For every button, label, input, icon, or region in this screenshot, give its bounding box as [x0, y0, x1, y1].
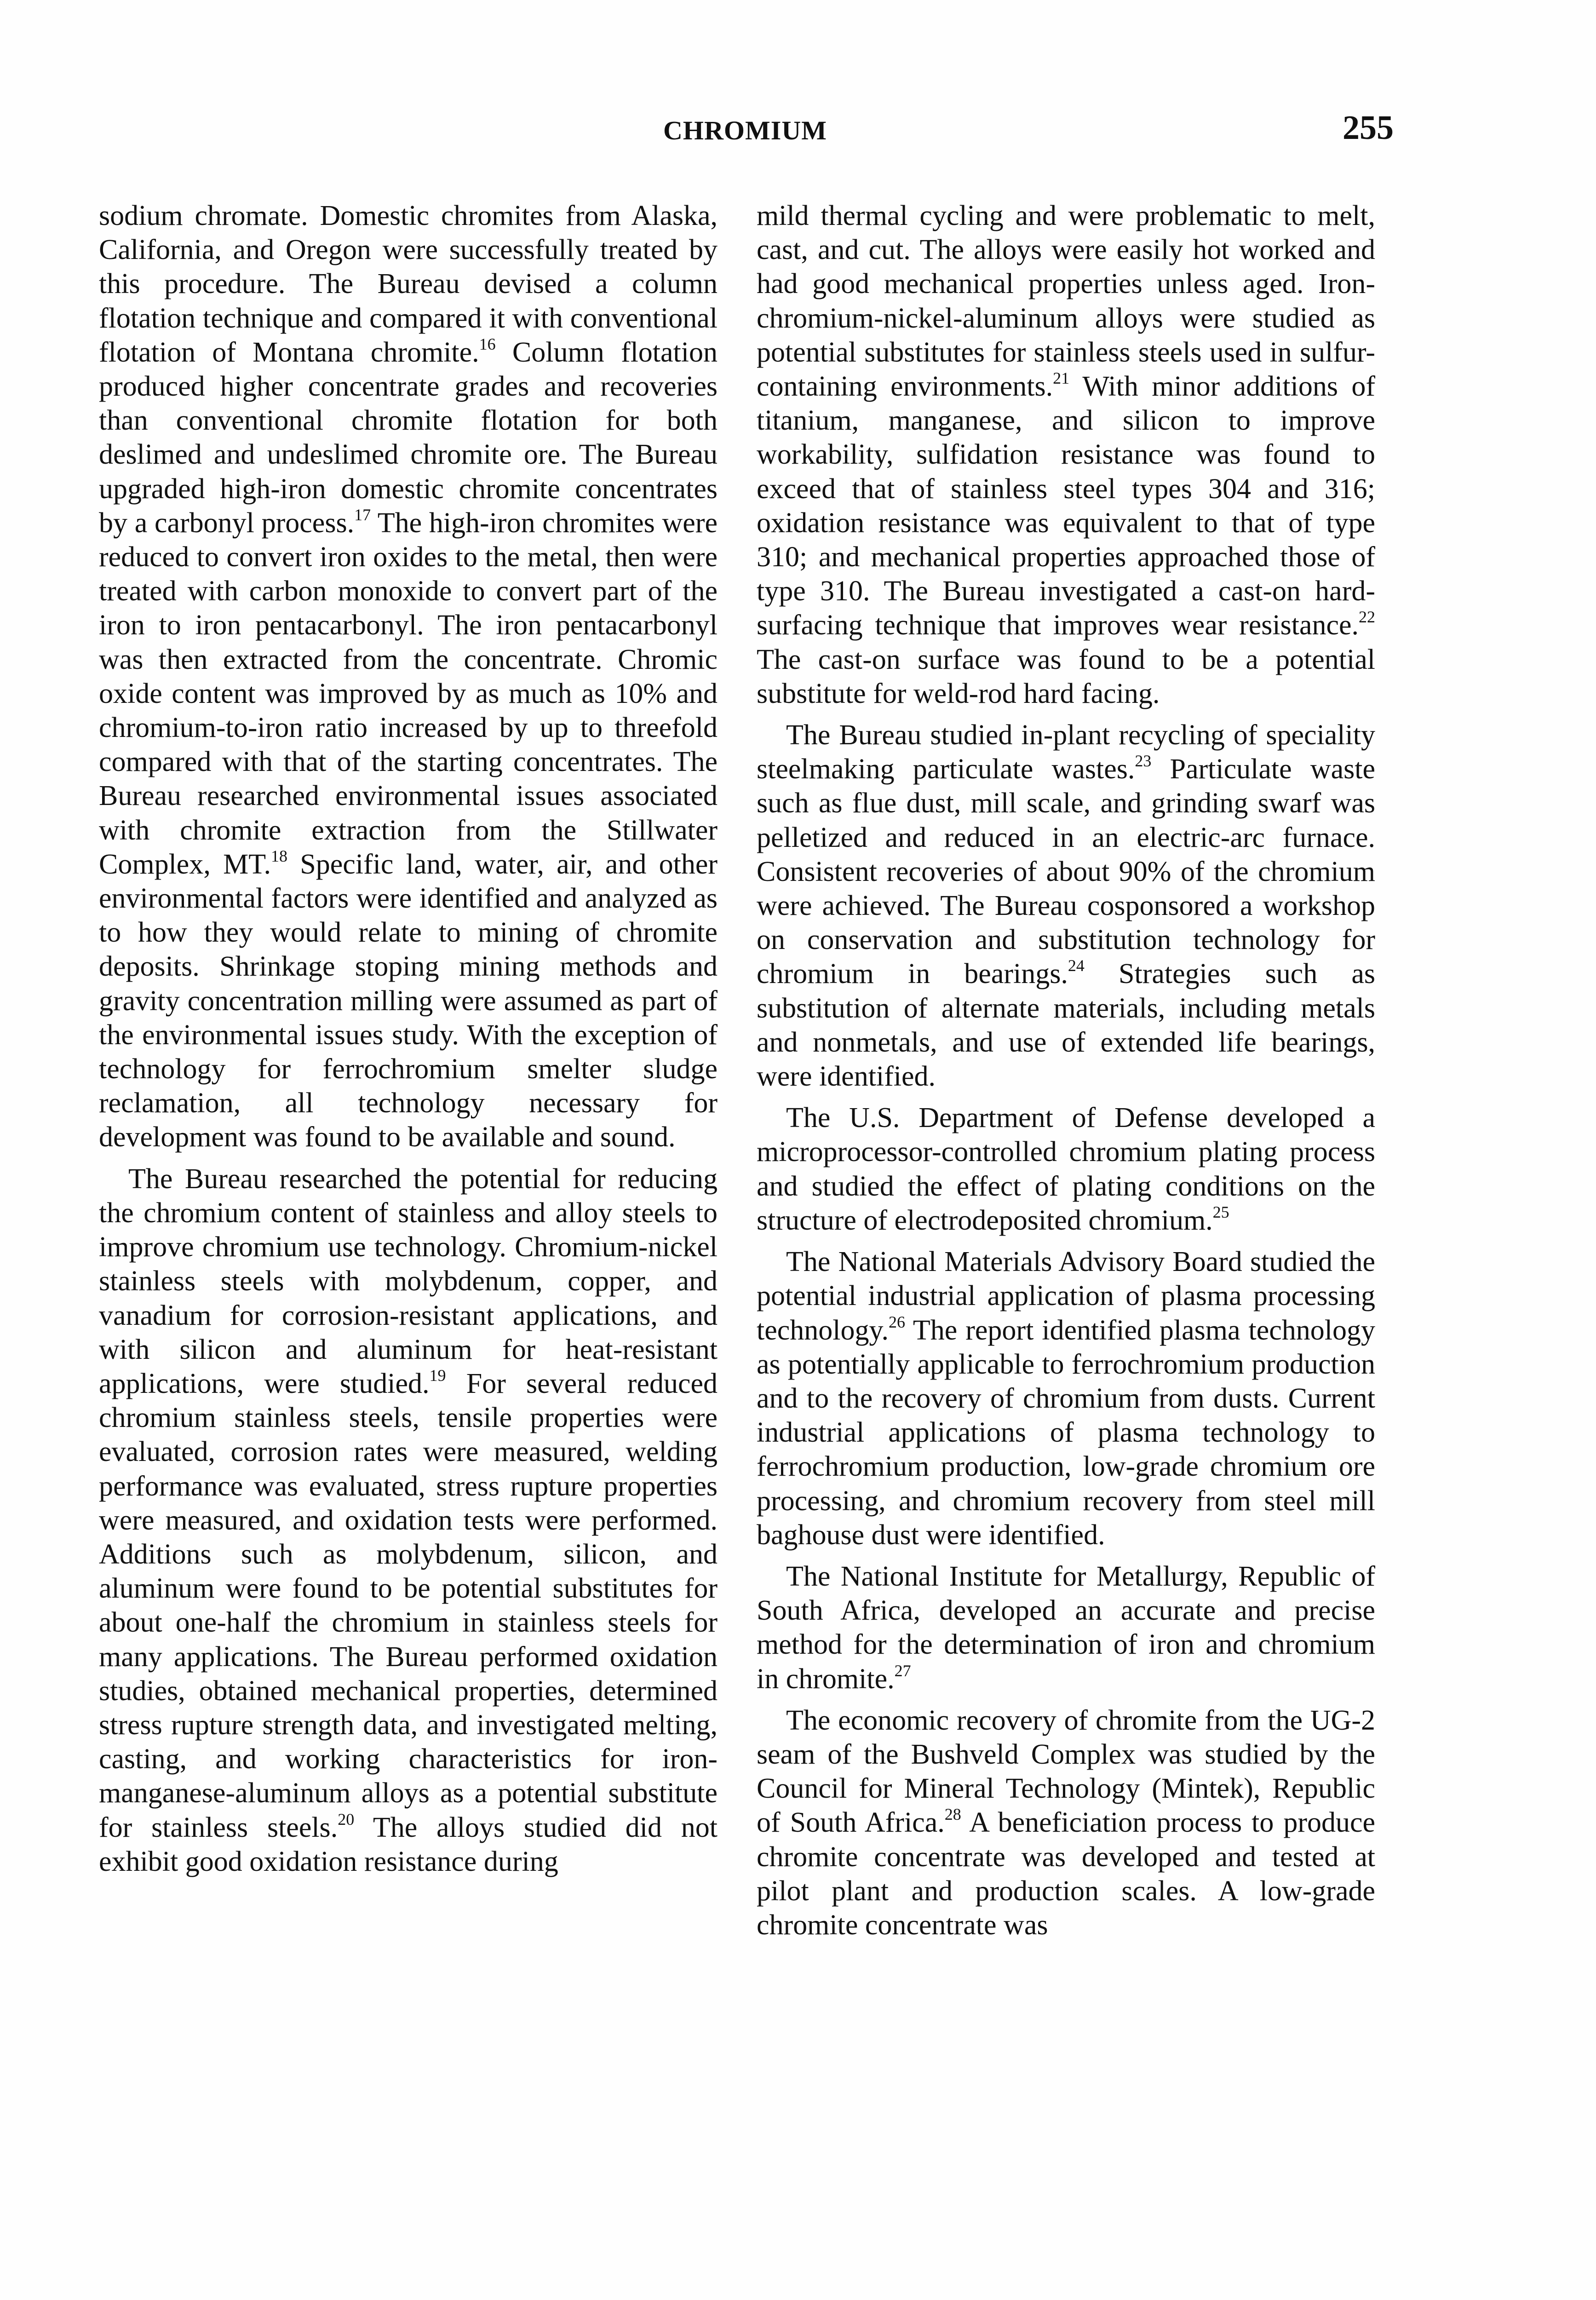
- page-number: 255: [1343, 109, 1394, 147]
- body-paragraph: The National Materials Advisory Board studied the potential industrial application of plasma processing technology.$^{26}$ The report identified plasma technology as potentially applicable to ferrochromium production and to the recovery of chromium from dusts. Current industrial applications of plasma technology to ferrochromium production, low-grade chromium ore processing, and chromium recovery from steel mill baghouse dust were identified.: [757, 1246, 1375, 1551]
- body-paragraph: sodium chromate. Domestic chromites from Alaska, California, and Oregon were successfully treated by this procedure. The Bureau devised a column flotation technique and compared it with conventional flotation of Montana chromite.$^{16}$ Column flotation produced higher concentrate grades and recoveries than conventional chromite flotation for both deslimed and undeslimed chromite ore. The Bureau upgraded high-iron domestic chromite concentrates by a carbonyl process.$^{17}$ The high-iron chromites were reduced to convert iron oxides to the metal, then were treated with carbon monoxide to convert part of the iron to iron pentacarbonyl. The iron pentacarbonyl was then extracted from the concentrate. Chromic oxide content was improved by as much as 10% and chromium-to-iron ratio increased by up to threefold compared with that of the starting concentrates. The Bureau researched environmental issues associated with chromite extraction from the Stillwater Complex, MT.$^{18}$ Specific land, water, air, and other environmental factors were identified and analyzed as to how they would relate to mining of chromite deposits. Shrinkage stoping mining methods and gravity concentration milling were assumed as part of the environmental issues study. With the exception of technology for ferrochromium smelter sludge reclamation, all technology necessary for development was found to be available and sound.: [99, 200, 718, 1153]
- left-text-column: [99, 199, 718, 1879]
- body-paragraph: The Bureau researched the potential for reducing the chromium content of stainless and alloy steels to improve chromium use technology. Chromium-nickel stainless steels with molybdenum, copper, and vanadium for corrosion-resistant applications, and with silicon and aluminum for heat-resistant applications, were studied.$^{19}$ For several reduced chromium stainless steels, tensile properties were evaluated, corrosion rates were measured, welding performance was evaluated, stress rupture properties were measured, and oxidation tests were performed. Additions such as molybdenum, silicon, and aluminum were found to be potential substitutes for about one-half the chromium in stainless steels for many applications. The Bureau performed oxidation studies, obtained mechanical properties, determined stress rupture strength data, and investigated melting, casting, and working characteristics for iron-manganese-aluminum alloys as a potential substitute for stainless steels.$^{20}$ The alloys studied did not exhibit good oxidation resistance during: [99, 1163, 718, 1877]
- body-paragraph: mild thermal cycling and were problematic to melt, cast, and cut. The alloys were easily hot worked and had good mechanical properties unless aged. Iron-chromium-nickel-aluminum alloys were studied as potential substitutes for stainless steels used in sulfur-containing environments.$^{21}$ With minor additions of titanium, manganese, and silicon to improve workability, sulfidation resistance was found to exceed that of stainless steel types 304 and 316; oxidation resistance was equivalent to that of type 310; and mechanical properties approached those of type 310. The Bureau investigated a cast-on hard-surfacing technique that improves wear resistance.$^{22}$ The cast-on surface was found to be a potential substitute for weld-rod hard facing.: [757, 200, 1376, 709]
- running-head: [97, 109, 1394, 156]
- body-paragraph: The economic recovery of chromite from the UG-2 seam of the Bushveld Complex was studied by the Council for Mineral Technology (Mintek), Republic of South Africa.$^{28}$ A beneficiation process to produce chromite concentrate was developed and tested at pilot plant and production scales. A low-grade chromite concentrate was: [757, 1704, 1376, 1941]
- right-text-column: [757, 199, 1375, 1942]
- body-paragraph: The National Institute for Metallurgy, Republic of South Africa, developed an accurate and precise method for the determination of iron and chromium in chromite.$^{27}$: [757, 1560, 1375, 1695]
- body-paragraph: The U.S. Department of Defense developed a microprocessor-controlled chromium plating process and studied the effect of plating conditions on the structure of electrodeposited chromium.$^{25}$: [757, 1102, 1375, 1236]
- running-head-title: CHROMIUM: [663, 115, 827, 145]
- body-paragraph: The Bureau studied in-plant recycling of speciality steelmaking particulate wastes.$^{23}$ Particulate waste such as flue dust, mill scale, and grinding swarf was pelletized and reduced in an electric-arc furnace. Consistent recoveries of about 90% of the chromium were achieved. The Bureau cosponsored a workshop on conservation and substitution technology for chromium in bearings.$^{24}$ Strategies such as substitution of alternate materials, including metals and nonmetals, and use of extended life bearings, were identified.: [757, 719, 1376, 1092]
